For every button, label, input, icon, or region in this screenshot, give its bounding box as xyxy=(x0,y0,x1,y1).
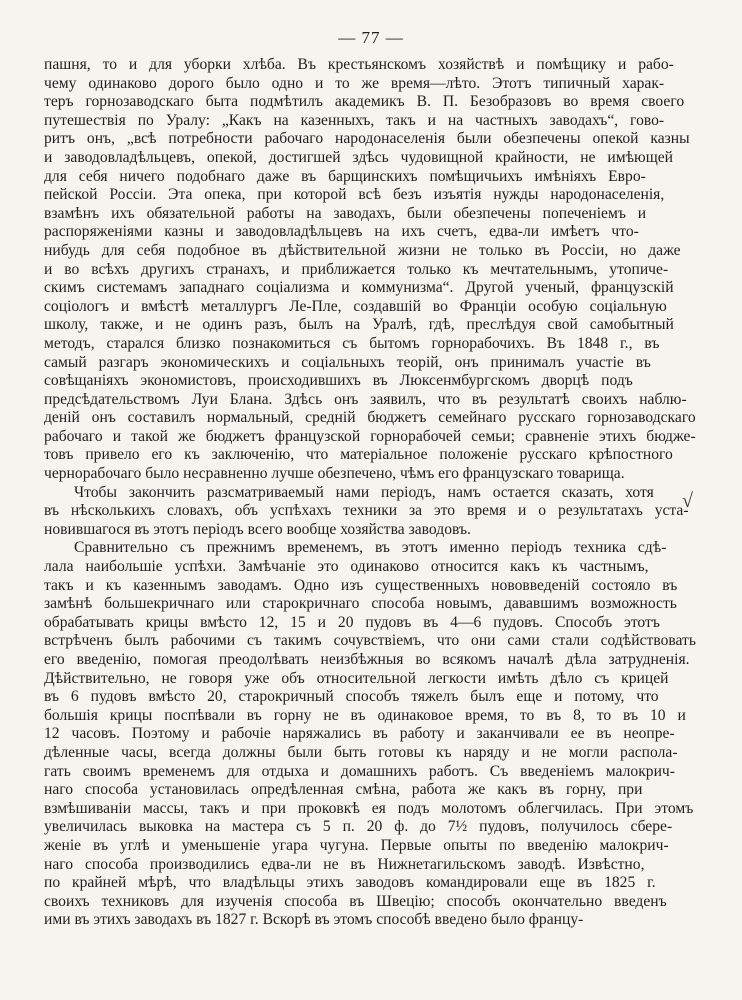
text-line: соціологъ и вмѣстѣ металлургъ Ле-Пле, создавшій во Франціи особую соціальную xyxy=(44,297,667,315)
text-line: въ 6 пудовъ вмѣсто 20, старокричный способъ тяжелъ былъ еще и потому, что xyxy=(44,688,659,706)
text-line: большія крицы поспѣвали въ горну не въ одинаковое время, то въ 8, то въ 10 и xyxy=(44,706,686,724)
text-line: деній онъ составилъ нормальный, средній бюджетъ семейнаго русскаго горнозаводскаго xyxy=(44,409,696,427)
text-line: наго способа производились едва-ли не въ Нижнетагильскомъ заводѣ. Извѣстно, xyxy=(44,855,645,873)
text-line: нибудь для себя подобное въ дѣйствительной жизни не только въ Россіи, но даже xyxy=(44,241,681,259)
text-line: и заводовладѣльцевъ, опекой, достигшей здѣсь чудовищной крайности, не имѣющей xyxy=(44,148,673,166)
text-line: чему одинаково дорого было одно и то же время—лѣто. Этотъ типичный харак- xyxy=(44,74,665,92)
text-line: школу, также, и не одинъ разъ, былъ на Уралѣ, гдѣ, преслѣдуя свой самобытный xyxy=(44,316,674,334)
text-line: для себя ничего подобнаго даже въ барщинскихъ помѣщичьихъ имѣніяхъ Евро- xyxy=(44,167,646,185)
text-line: по крайней мѣрѣ, что владѣльцы этихъ заводовъ командировали еще въ 1825 г. xyxy=(44,874,656,892)
text-line: скимъ системамъ западнаго соціализма и коммунизма“. Другой ученый, французскій xyxy=(44,279,674,297)
text-line: 12 часовъ. Поэтому и рабочіе наряжались въ работу и заканчивали ее въ неопре- xyxy=(44,725,675,743)
text-line: взамѣнъ ихъ обязательной работы на заводахъ, были обезпечены попеченіемъ и xyxy=(44,204,647,222)
text-line: увеличилась выковка на мастера съ 5 п. 20 ф. до 7½ пудовъ, получилось сбере- xyxy=(44,818,673,836)
text-line: Сравнительно съ прежнимъ временемъ, въ этотъ именно періодъ техника сдѣ- xyxy=(74,539,667,557)
text-line: ритъ онъ, „всѣ потребности рабочаго народонаселенія были обезпечены опекой казны xyxy=(44,130,690,148)
text-line: гать своимъ временемъ для отдыха и домашнихъ работъ. Съ введеніемъ малокрич- xyxy=(44,762,675,780)
text-line: и во всѣхъ другихъ странахъ, и приближается только къ мечтательнымъ, утопиче- xyxy=(44,260,669,278)
paragraph-2 xyxy=(44,484,696,540)
margin-check-mark: √ xyxy=(682,490,693,512)
text-line: товъ привело его къ заключенію, что матеріальное положеніе русскаго крѣпостного xyxy=(44,446,673,464)
text-line: рабочаго и такой же бюджетъ французской горнорабочей семьи; сравненіе этихъ бюдже- xyxy=(44,427,696,445)
text-line: предсѣдательствомъ Луи Блана. Здѣсь онъ заявилъ, что въ результатѣ своихъ наблю- xyxy=(44,390,687,408)
text-line: женіе въ углѣ и уменьшеніе угара чугуна. Первые опыты по введенію малокрич- xyxy=(44,836,669,854)
text-line: взмѣшиваніи массы, такъ и при проковкѣ ея подъ молотомъ облегчилась. При этомъ xyxy=(44,799,694,817)
text-line: методъ, старался близко познакомиться съ бытомъ горнорабочихъ. Въ 1848 г., въ xyxy=(44,334,660,352)
text-line: пашня, то и для уборки хлѣба. Въ крестьянскомъ хозяйствѣ и помѣщику и рабо- xyxy=(44,56,674,73)
text-line: Дѣйствительно, не говоря уже объ относительной легкости имѣть дѣло съ крицей xyxy=(44,669,669,687)
text-line: ими въ этихъ заводахъ въ 1827 г. Вскорѣ въ этомъ способѣ введено было францу- xyxy=(44,911,584,929)
body-text xyxy=(44,56,696,930)
text-line: чернорабочаго было несравненно лучше обезпечено, чѣмъ его французскаго товарища. xyxy=(44,465,625,483)
text-line: своихъ техниковъ для изученія способа въ Швецію; способъ окончательно введенъ xyxy=(44,892,667,910)
text-line: самый разгаръ экономическихъ и соціальныхъ теорій, онъ принималъ участіе въ xyxy=(44,353,651,371)
text-line: распоряженіями казны и заводовладѣльцевъ на ихъ счетъ, едва-ли имѣетъ что- xyxy=(44,223,639,241)
text-line: встрѣченъ былъ рабочими съ такимъ сочувствіемъ, что они сами стали содѣйствовать xyxy=(44,632,696,650)
text-line: пейской Россіи. Эта опека, при которой всѣ безъ изъятія нужды народонаселенія, xyxy=(44,186,665,204)
text-line: его введенію, помогая преодолѣвать неизбѣжныя во всякомъ началѣ дѣла затрудненія. xyxy=(44,651,690,668)
text-line: обрабатывать крицы вмѣсто 12, 15 и 20 пудовъ въ 4—6 пудовъ. Способъ этотъ xyxy=(44,613,660,631)
text-line: совѣщаніяхъ экономистовъ, происходившихъ въ Люксенмбургскомъ дворцѣ подъ xyxy=(44,372,633,390)
text-line: теръ горнозаводскаго быта подмѣтилъ академикъ В. П. Безобразовъ во время своего xyxy=(44,93,685,111)
text-line: замѣнѣ большекричнаго или старокричнаго способа новымъ, дававшимъ возможность xyxy=(44,595,677,613)
paragraph-1 xyxy=(44,56,696,484)
text-line: дѣленные часы, всегда должны были быть готовы къ наряду и не могли распола- xyxy=(44,743,678,761)
text-line: новившагося въ этотъ періодъ всего вообще хозяйства заводовъ. xyxy=(44,520,471,538)
text-line: Чтобы закончить разсматриваемый нами періодъ, намъ остается сказать, хотя xyxy=(74,483,654,501)
text-line: такъ и къ казеннымъ заводамъ. Одно изъ существенныхъ нововведеній состояло въ xyxy=(44,576,678,594)
text-line: въ нѣсколькихъ словахъ, объ успѣхахъ техники за это время и о результатахъ уста- xyxy=(44,502,689,520)
text-line: лала наибольшіе успѣхи. Замѣчаніе это одинаково относится какъ къ частнымъ, xyxy=(44,558,649,576)
text-line: наго способа установилась опредѣленная смѣна, работа же какъ въ горну, при xyxy=(44,781,643,799)
page-number: — 77 — xyxy=(338,28,404,47)
paragraph-3 xyxy=(44,539,696,929)
text-line: путешествія по Уралу: „Какъ на казенныхъ, такъ и на частныхъ заводахъ“, гово- xyxy=(44,111,665,129)
